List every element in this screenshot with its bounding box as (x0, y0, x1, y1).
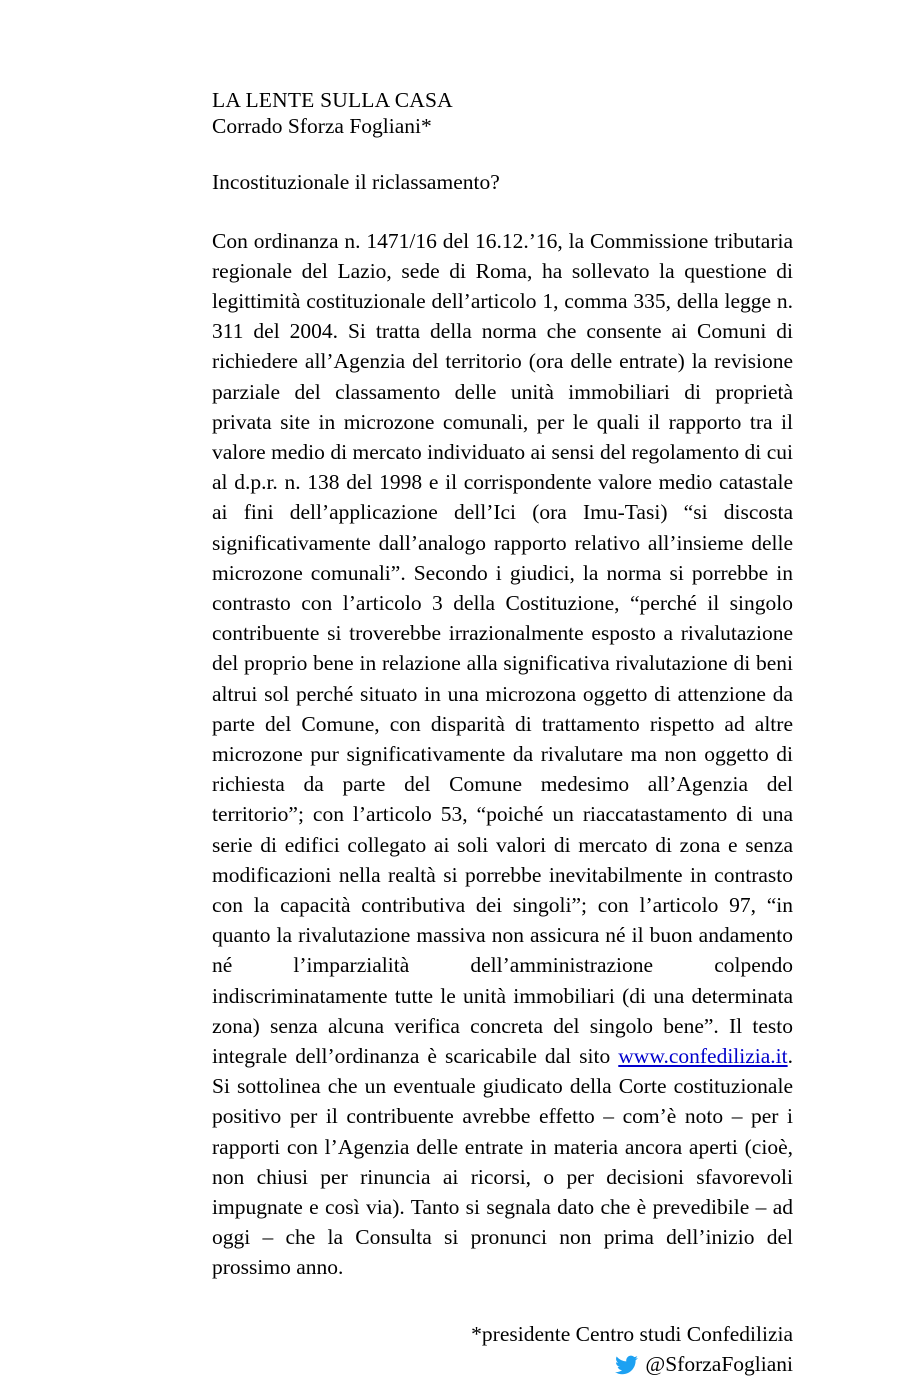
article-subject: Incostituzionale il riclassamento? (212, 170, 500, 194)
article-body (212, 226, 793, 1283)
document-content (212, 88, 793, 1379)
author-byline: Corrado Sforza Fogliani* (212, 113, 432, 138)
signature-block (212, 1319, 793, 1379)
twitter-handle[interactable]: @SforzaFogliani (645, 1351, 793, 1376)
twitter-bird-icon (615, 1355, 638, 1375)
paragraph-ordinanza (212, 226, 793, 1072)
paragraph-text-before-link: Con ordinanza n. 1471/16 del 16.12.’16, la Commissione tributaria regionale del Lazio, sede di Roma, ha sollevato la questione di legittimità costituzionale dell’articolo 1, comma 335, della legge n. 311 del 2004. Si tratta della norma che consente ai Comuni di richiedere all’Agenzia del territorio (ora delle entrate) la revisione parziale del classamento delle unità immobiliari di proprietà privata site in microzone comunali, per le quali il rapporto tra il valore medio di mercato individuato ai sensi del regolamento di cui al d.p.r. n. 138 del 1998 e il corrispondente valore medio catastale ai fini dell’applicazione dell’Ici (ora Imu-Tasi) “si discosta significativamente dall’analogo rapporto relativo all’insieme delle microzone comunali”. Secondo i giudici, la norma si porrebbe in contrasto con l’articolo 3 della Costituzione, “perché il singolo contribuente si troverebbe irrazionalmente esposto a rivalutazione del proprio bene in relazione alla significativa rivalutazione di beni altrui sol perché situato in una microzona oggetto di attenzione da parte del Comune, con disparità di trattamento rispetto ad altre microzone pur significativamente da rivalutare ma non oggetto di richiesta da parte del Comune medesimo all’Agenzia del territorio”; con l’articolo 53, “poiché un riaccatastamento di una serie di edifici collegato ai soli valori di mercato di zona e senza modificazioni nella realtà si porrebbe inevitabilmente in contrasto con la capacità contributiva dei singoli”; con l’articolo 97, “in quanto la rivalutazione massiva non assicura né il buon andamento né l’imparzialità dell’amministrazione colpendo indiscriminatamente tutte le unità immobiliari (di una determinata zona) senza alcuna verifica concreta del singolo bene”. Il testo integrale dell’ordinanza è scaricabile dal sito (212, 228, 793, 1068)
paragraph-sottolinea: Si sottolinea che un eventuale giudicato della Corte costituzionale positivo per il contribuente avrebbe effetto – com’è noto – per i rapporti con l’Agenzia delle entrate in materia ancora aperti (cioè, non chiusi per rinuncia ai ricorsi, o per decisioni sfavorevoli impugnate e così via). Tanto si segnala dato che è prevedibile – ad oggi – che la Consulta si pronunci non prima dell’inizio del prossimo anno. (212, 1074, 793, 1280)
signature-role: *presidente Centro studi Confedilizia (471, 1321, 793, 1346)
signature-handle-line (212, 1349, 793, 1379)
confedilizia-website-link[interactable]: www.confedilizia.it (618, 1043, 788, 1068)
paragraph-text-after-link: . (787, 1043, 793, 1068)
page-title: LA LENTE SULLA CASA (212, 88, 453, 112)
